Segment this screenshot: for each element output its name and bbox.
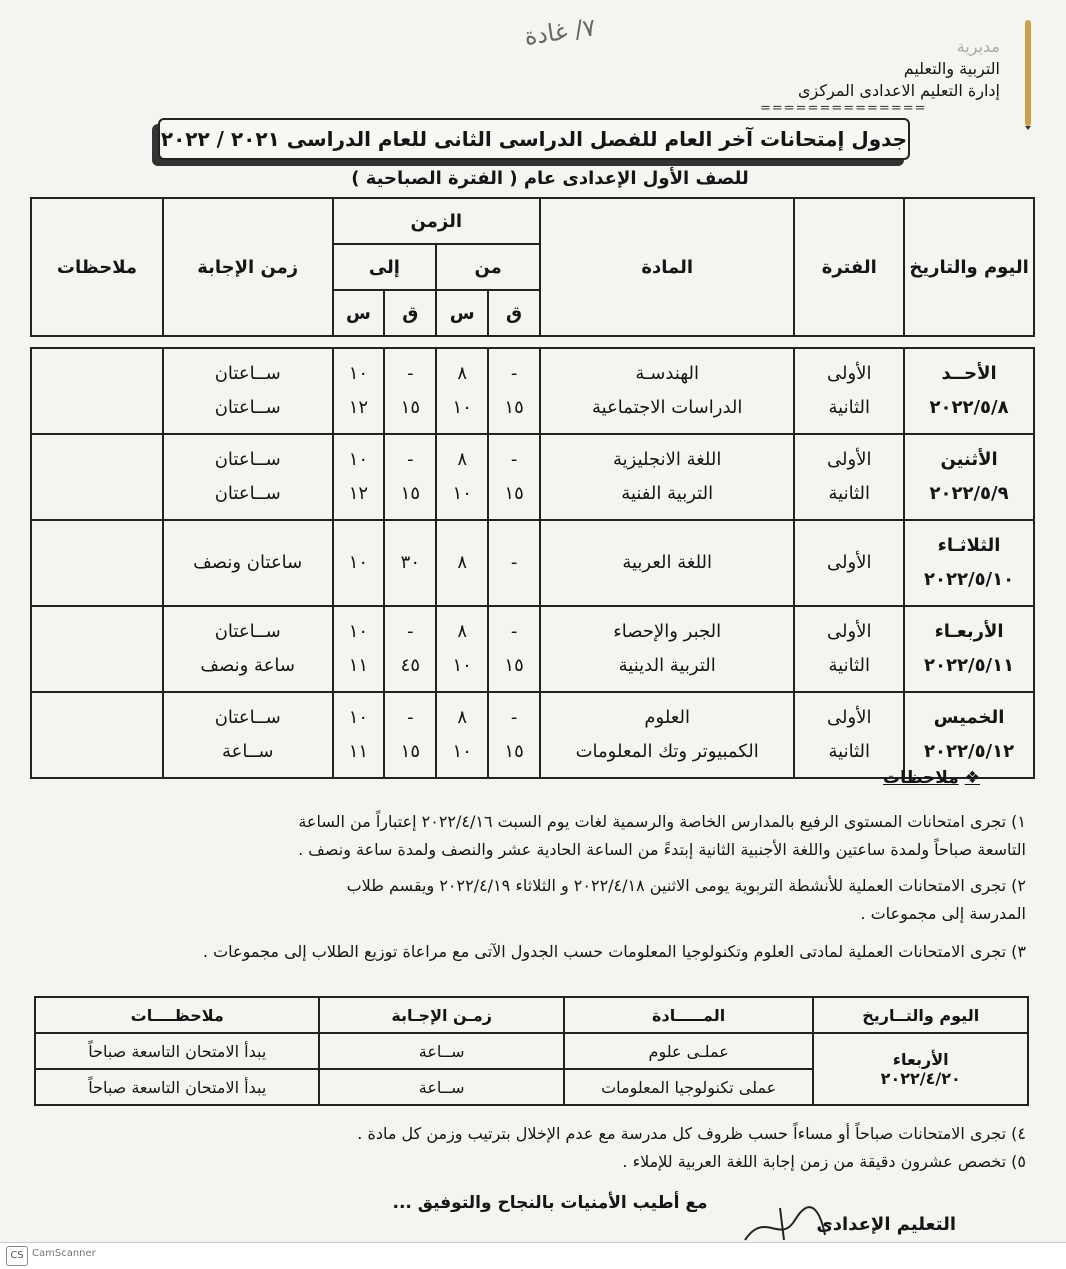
day-date-cell (904, 606, 1034, 692)
note-1-line-1: ١) تجرى امتحانات المستوى الرفيع بالمدارس الخاصة والرسمية لغات يوم السبت ٢٠٢٢/٤/١٦ إعتباراً من الساعة (298, 812, 1026, 831)
practical-note: يبدأ الامتحان التاسعة صباحاً (35, 1033, 319, 1069)
camscanner-logo-icon: CS (6, 1246, 28, 1266)
header-line-2: التربية والتعليم (903, 59, 1000, 78)
to-s-cell: ١٠ (333, 520, 385, 606)
day-name: الخميس (933, 707, 1005, 728)
period-cell: الأولى الثانية (794, 692, 904, 778)
duration-cell: ساعتان ونصف (163, 520, 333, 606)
day-date-cell (904, 520, 1034, 606)
notes-cell (31, 692, 163, 778)
subject-cell: اللغة الانجليزية التربية الفنية (540, 434, 794, 520)
table-row (31, 434, 1034, 520)
note-1 (36, 808, 1026, 864)
from-s-cell: ٨ ١٠ (436, 606, 488, 692)
duration-cell: ســاعتان ساعة ونصف (163, 606, 333, 692)
from-s-cell: ٨ ١٠ (436, 434, 488, 520)
exam-date: ٢٠٢٢/٥/١٠ (924, 569, 1015, 590)
day-name: الأربعـاء (934, 621, 1004, 642)
practical-date: ٢٠٢٢/٤/٢٠ (880, 1069, 961, 1088)
ministry-header (760, 36, 1000, 116)
day-date-cell (904, 348, 1034, 434)
header-day-date: اليوم والتاريخ (904, 198, 1034, 336)
table-row (31, 606, 1034, 692)
header-subject: المادة (540, 198, 794, 336)
practical-duration: ســاعة (319, 1033, 563, 1069)
exam-date: ٢٠٢٢/٥/١١ (924, 655, 1015, 676)
page-subtitle: للصف الأول الإعدادى عام ( الفترة الصباحية ) (351, 168, 749, 189)
to-s-cell: ١٠ ١٢ (333, 348, 385, 434)
header-divider: ============== (760, 101, 927, 116)
header-from-s: س (436, 290, 488, 336)
duration-cell: ســاعتان ســاعة (163, 692, 333, 778)
header-line-1: مديرية (956, 37, 1000, 56)
day-date-cell (904, 434, 1034, 520)
subject-cell: اللغة العربية (540, 520, 794, 606)
practical-day-date (813, 1033, 1028, 1105)
pen-icon (1020, 20, 1036, 130)
day-date-cell (904, 692, 1034, 778)
scanner-footer (0, 1242, 1066, 1269)
to-s-cell: ١٠ ١١ (333, 606, 385, 692)
duration-cell: ســاعتان ســاعتان (163, 348, 333, 434)
period-cell: الأولى الثانية (794, 348, 904, 434)
note-1-line-2: التاسعة صباحاً ولمدة ساعتين واللغة الأجنبية الثانية إبتدءً من الساعة الحادية عشر والنصف ولمدة ساعة ونصف . (298, 840, 1026, 859)
period-cell: الأولى الثانية (794, 606, 904, 692)
header-line-3: إدارة التعليم الاعدادى المركزى (798, 81, 1000, 100)
exam-date: ٢٠٢٢/٥/١٢ (924, 741, 1015, 762)
note-3: ٣) تجرى الامتحانات العملية لمادتى العلوم وتكنولوجيا المعلومات حسب الجدول الآتى مع مراعاة توزيع الطلاب إلى مجموعات . (202, 942, 1026, 961)
header-notes: ملاحظات (31, 198, 163, 336)
note-2 (36, 872, 1026, 928)
subject-cell: الجبر والإحصاء التربية الدينية (540, 606, 794, 692)
page-title: جدول إمتحانات آخر العام للفصل الدراسى الثانى للعام الدراسى ٢٠٢١ / ٢٠٢٢ (158, 118, 910, 160)
header-time: الزمن (333, 198, 541, 244)
from-s-cell: ٨ ١٠ (436, 348, 488, 434)
to-s-cell: ١٠ ١٢ (333, 434, 385, 520)
period-cell: الأولى الثانية (794, 434, 904, 520)
table-row (31, 692, 1034, 778)
notes-heading-text: ملاحظات (883, 768, 959, 788)
to-q-cell: - ١٥ (384, 692, 436, 778)
camscanner-text: CamScanner (32, 1248, 96, 1259)
notes-cell (31, 520, 163, 606)
table-row (35, 1033, 1028, 1069)
header-period: الفترة (794, 198, 904, 336)
practical-day: الأربعاء (892, 1050, 949, 1069)
handwritten-note: ٧/ غادة (522, 13, 598, 51)
diamond-star-icon: ❖ (964, 768, 980, 788)
header-to-q: ق (384, 290, 436, 336)
practical-exams-table (34, 996, 1029, 1106)
day-name: الأثنين (940, 449, 998, 470)
practical-duration: ســاعة (319, 1069, 563, 1105)
to-q-cell: - ١٥ (384, 348, 436, 434)
notes-cell (31, 434, 163, 520)
header-from: من (436, 244, 540, 290)
day-name: الأحــد (941, 363, 997, 384)
notes-cell (31, 348, 163, 434)
signature-label: التعليم الإعدادى (816, 1214, 956, 1235)
exam-schedule-table (30, 197, 1035, 779)
day-name: الثلاثـاء (937, 535, 1001, 556)
to-q-cell: - ٤٥ (384, 606, 436, 692)
subject-cell: الهندسـة الدراسات الاجتماعية (540, 348, 794, 434)
note-5: ٥) تخصص عشرون دقيقة من زمن إجابة اللغة العربية للإملاء . (622, 1152, 1026, 1171)
from-q-cell: - ١٥ (488, 606, 540, 692)
practical-header-duration: زمـن الإجـابة (319, 997, 563, 1033)
from-s-cell: ٨ (436, 520, 488, 606)
subject-cell: العلوم الكمبيوتر وتك المعلومات (540, 692, 794, 778)
header-duration: زمن الإجابة (163, 198, 333, 336)
from-q-cell: - ١٥ (488, 434, 540, 520)
note-4: ٤) تجرى الامتحانات صباحاً أو مساءاً حسب ظروف كل مدرسة مع عدم الإخلال بترتيب وزمن كل مادة . (357, 1124, 1026, 1143)
from-q-cell: - (488, 520, 540, 606)
closing-wishes: مع أطيب الأمنيات بالنجاح والتوفيق ... (392, 1193, 708, 1213)
to-q-cell: ٣٠ (384, 520, 436, 606)
practical-subject: عملـى علوم (564, 1033, 813, 1069)
note-2-line-1: ٢) تجرى الامتحانات العملية للأنشطة التربوية يومى الاثنين ٢٠٢٢/٤/١٨ و الثلاثاء ٢٠٢٢/٤/١٩ ويقسم طلاب (346, 876, 1026, 895)
practical-header-day: اليوم والتــاريخ (813, 997, 1028, 1033)
to-s-cell: ١٠ ١١ (333, 692, 385, 778)
notes-cell (31, 606, 163, 692)
practical-subject: عملى تكنولوجيا المعلومات (564, 1069, 813, 1105)
note-2-line-2: المدرسة إلى مجموعات . (860, 904, 1026, 923)
from-q-cell: - ١٥ (488, 348, 540, 434)
from-s-cell: ٨ ١٠ (436, 692, 488, 778)
to-q-cell: - ١٥ (384, 434, 436, 520)
header-from-q: ق (488, 290, 540, 336)
duration-cell: ســاعتان ســاعتان (163, 434, 333, 520)
table-row (31, 348, 1034, 434)
from-q-cell: - ١٥ (488, 692, 540, 778)
practical-note: يبدأ الامتحان التاسعة صباحاً (35, 1069, 319, 1105)
practical-header-subject: المـــــادة (564, 997, 813, 1033)
header-to: إلى (333, 244, 437, 290)
exam-date: ٢٠٢٢/٥/٩ (929, 483, 1009, 504)
notes-heading (883, 768, 980, 788)
period-cell: الأولى (794, 520, 904, 606)
exam-date: ٢٠٢٢/٥/٨ (929, 397, 1009, 418)
table-row (31, 520, 1034, 606)
practical-header-notes: ملاحظــــات (35, 997, 319, 1033)
header-to-s: س (333, 290, 385, 336)
